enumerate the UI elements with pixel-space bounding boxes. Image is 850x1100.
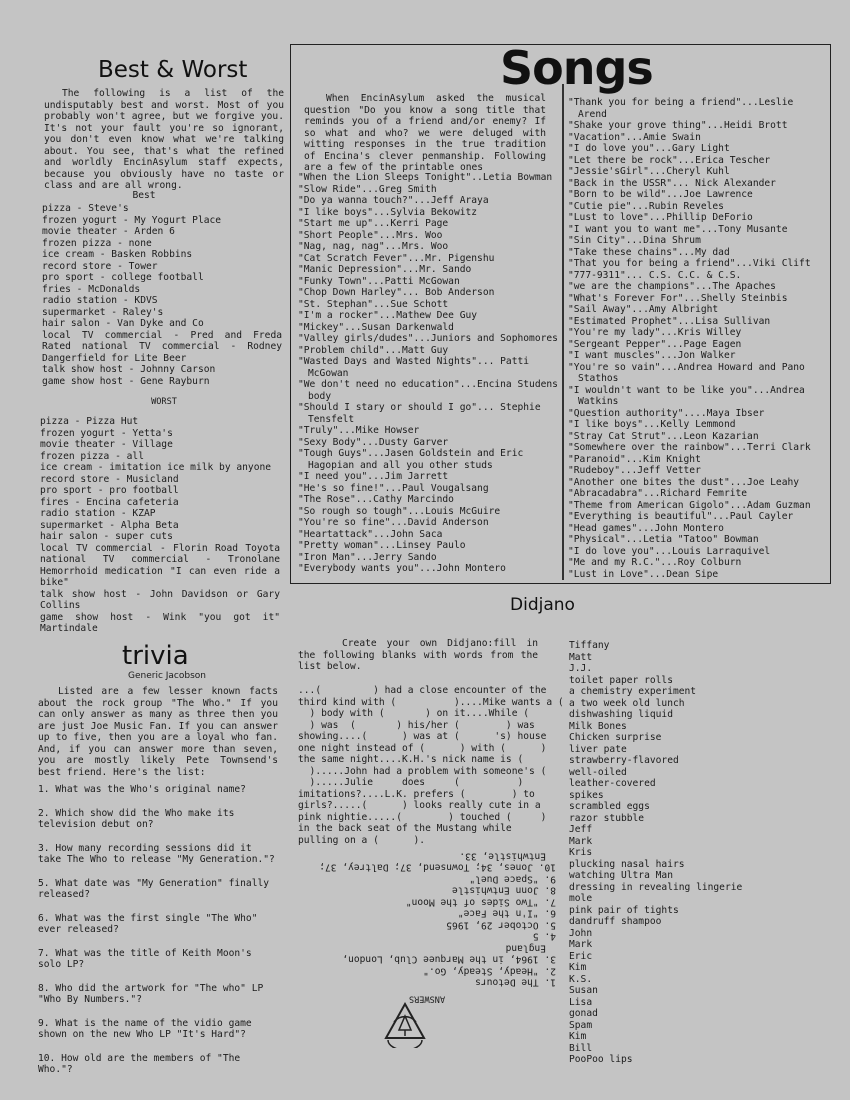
song-entry: "Abracadabra"...Richard Femrite (568, 488, 748, 499)
best-item: radio station - KDVS (42, 295, 158, 306)
best-item: frozen pizza - none (42, 237, 152, 249)
didjano-word: Milk Bones (569, 720, 627, 732)
didjano-word: Susan (569, 985, 598, 996)
song-entry: "Shake your grove thing"...Heidi Brott (568, 120, 788, 131)
song-entry: "You're my lady"...Kris Willey (568, 327, 742, 338)
didjano-story-line: ) was ( ) his/her ( ) was (298, 719, 535, 731)
trivia-answer: 3. 1964, in the Marquee Club, London, England (342, 942, 556, 965)
song-entry: "Rudeboy"...Jeff Vetter (568, 465, 701, 476)
song-entry: "I wouldn't want to be like you"...Andrea Watkins (568, 384, 805, 407)
songs-title: Songs (500, 41, 653, 95)
didjano-story-line: ...( ) had a close encounter of the (298, 685, 547, 696)
trivia-question: 7. What was the title of Keith Moon's solo LP? (38, 947, 252, 970)
song-entry: "We don't need no education"...Encina Studens body (298, 379, 558, 402)
best-item: supermarket - Raley's (42, 306, 164, 318)
song-entry: "Theme from American Gigolo"...Adam Guzman (568, 499, 811, 511)
didjano-word: Lisa (569, 996, 593, 1008)
didjano-story-line: third kind with ( )....Mike wants a ( (298, 696, 564, 708)
song-entry: "Manic Depression"...Mr. Sando (298, 264, 472, 275)
didjano-word: J.J. (569, 663, 593, 674)
didjano-word: a chemistry experiment (569, 686, 697, 697)
didjano-story-line: girls?.....( ) looks really cute in a (298, 800, 541, 811)
song-entry: "Physical"...Letia "Tatoo" Bowman (568, 534, 759, 545)
worst-item: pro sport - pro football (40, 485, 179, 496)
song-entry: "Cutie pie"...Rubin Reveles (568, 200, 724, 212)
trivia-question: 3. How many recording sessions did it take The Who to release "My Generation."? (38, 842, 275, 865)
didjano-story-line: imitations?....L.K. prefers ( ) to (298, 788, 535, 800)
didjano-word: Eric (569, 950, 593, 962)
song-entry: "Everything is beautiful"...Paul Cayler (568, 511, 794, 522)
didjano-word: pink pair of tights (569, 904, 679, 916)
worst-item: frozen pizza - all (40, 450, 144, 462)
song-entry: "Slow Ride"...Greg Smith (298, 183, 437, 195)
best-item: fries - McDonalds (42, 283, 141, 295)
song-entry: "Paranoid"...Kim Knight (568, 453, 701, 465)
song-entry: "He's so fine!"...Paul Vougalsang (298, 482, 489, 494)
song-entry: "What's Forever For"...Shelly Steinbis (568, 292, 788, 304)
best-item: talk show host - Johnny Carson (42, 364, 216, 375)
didjano-word: liver pate (569, 743, 627, 755)
didjano-word: razor stubble (569, 812, 645, 824)
trivia-questions (38, 784, 278, 1088)
song-entry: "Cat Scratch Fever"...Mr. Pigenshu (298, 252, 495, 264)
didjano-word: Matt (569, 651, 593, 663)
song-entry: "I do love you"...Louis Larraquivel (568, 545, 771, 557)
didjano-word: Spam (569, 1019, 593, 1031)
trivia-question: 2. Which show did the Who make its television debut on? (38, 807, 235, 830)
didjano-word: mole (569, 893, 593, 904)
best-item: ice cream - Basken Robbins (42, 249, 193, 260)
worst-item: fires - Encina cafeteria (40, 496, 179, 508)
trivia-question: 6. What was the first single "The Who" ever released? (38, 912, 258, 935)
didjano-word: K.S. (569, 973, 593, 985)
song-entry: "Pretty woman"...Linsey Paulo (298, 540, 466, 551)
worst-item: record store - Musicland (40, 473, 179, 485)
best-item: pizza - Steve's (42, 203, 129, 214)
song-entry: "I'm a rocker"...Mathew Dee Guy (298, 310, 478, 321)
trivia-question: 1. What was the Who's original name? (38, 784, 246, 795)
song-entry: "Chop Down Harley"... Bob Anderson (298, 287, 495, 298)
best-label: Best (132, 190, 156, 201)
song-entry: "Problem child"...Matt Guy (298, 344, 449, 356)
worst-item: hair salon - super cuts (40, 531, 173, 542)
worst-item: talk show host - John Davidson or Gary Collins (40, 588, 280, 611)
song-entry: "Truly"...Mike Howser (298, 425, 420, 436)
didjano-word: dishwashing liquid (569, 709, 673, 720)
trivia-answer: 10. Jones, 34; Townsend, 37; Daltrey, 37; Entwhistle, 33. (319, 850, 556, 873)
worst-item: supermarket - Alpha Beta (40, 519, 179, 531)
didjano-story-line: pulling on a ( ). (298, 834, 426, 846)
didjano-word: Kim (569, 962, 587, 973)
trivia-answer: 2. "Heady, Steady, Go." (423, 965, 556, 977)
song-entry: "Valley girls/dudes"...Juniors and Sophomores (298, 333, 558, 344)
trivia-answer: 4. 5 (532, 931, 556, 942)
song-entry: "Lust to love"...Phillip DeForio (568, 212, 753, 223)
didjano-story-line: ).....John had a problem with someone's ( (298, 765, 547, 777)
didjano-title: Didjano (510, 595, 575, 615)
trivia-question: 5. What date was "My Generation" finally released? (38, 877, 270, 900)
song-entry: "Do ya wanna touch?"...Jeff Araya (298, 195, 489, 206)
song-entry: "Short People"...Mrs. Woo (298, 229, 443, 241)
song-entry: "Wasted Days and Wasted Nights"... Patti McGowan (298, 356, 530, 379)
song-entry: "I like boys"...Kelly Lemmond (568, 419, 736, 430)
songs-left-list (298, 172, 558, 575)
trivia-answer: 1. The Detours (475, 977, 556, 988)
best-item: game show host - Gene Rayburn (42, 375, 210, 387)
song-entry: "Born to be wild"...Joe Lawrence (568, 189, 753, 200)
worst-item: pizza - Pizza Hut (40, 416, 139, 427)
trivia-question: 10. How old are the members of "The Who."? (38, 1052, 241, 1075)
didjano-word-list (569, 640, 789, 1066)
didjano-word: Mark (569, 939, 593, 950)
trivia-answer: 5. October 29, 1965 (446, 919, 556, 931)
best-item: record store - Tower (42, 260, 158, 272)
song-entry: "Back in the USSR"... Nick Alexander (568, 177, 776, 189)
song-entry: "Everybody wants you"...John Montero (298, 563, 506, 574)
song-entry: "Sin City"...Dina Shrum (568, 235, 701, 246)
best-item: frozen yogurt - My Yogurt Place (42, 214, 222, 226)
song-entry: "777-9311"... C.S. C.C. & C.S. (568, 269, 742, 281)
trivia-question: 9. What is the name of the vidio game shown on the new Who LP "It's Hard"? (38, 1017, 252, 1040)
worst-label: WORST (151, 397, 177, 407)
trivia-answer: 8. Jonn Entwhistle (452, 885, 556, 896)
song-entry: "Start me up"...Kerri Page (298, 218, 449, 229)
song-entry: "So rough so tough"...Louis McGuire (298, 505, 501, 517)
trivia-title: trivia (122, 641, 189, 671)
trivia-answer: 9. "Space Duel" (469, 873, 556, 885)
didjano-word: Mark (569, 835, 593, 847)
didjano-story-line: in the back seat of the Mustang while (298, 823, 512, 834)
didjano-word: Bill (569, 1042, 593, 1054)
songs-right-list (568, 97, 826, 580)
song-entry: "Me and my R.C."...Roy Colburn (568, 557, 742, 568)
song-entry: "Somewhere over the rainbow"...Terri Clark (568, 442, 811, 453)
didjano-word: Chicken surprise (569, 732, 662, 743)
worst-item: local TV commercial - Florin Road Toyota national TV commercial - Tronolane Hemorrhoid medication "I can even ride a bike" (40, 542, 280, 588)
didjano-word: Tiffany (569, 640, 610, 651)
song-entry: "Estimated Prophet"...Lisa Sullivan (568, 315, 771, 327)
song-entry: "Funky Town"...Patti McGowan (298, 275, 460, 287)
song-entry: "Mickey"...Susan Darkenwald (298, 321, 454, 333)
song-entry: "I need you"...Jim Jarrett (298, 471, 449, 482)
didjano-word: Kris (569, 847, 593, 858)
song-entry: "Heartattack"...John Saca (298, 528, 443, 540)
didjano-word: Jeff (569, 824, 593, 835)
didjano-word: scrambled eggs (569, 801, 650, 812)
best-worst-title: Best & Worst (98, 57, 248, 83)
answers-list (298, 850, 556, 988)
didjano-word: PooPoo lips (569, 1054, 633, 1065)
song-entry: "Thank you for being a friend"...Leslie Arend (568, 97, 794, 120)
best-item: movie theater - Arden 6 (42, 226, 175, 237)
didjano-word: well-oiled (569, 766, 627, 778)
didjano-story (298, 685, 564, 846)
trivia-question: 8. Who did the artwork for "The who" LP "Who By Numbers."? (38, 982, 264, 1005)
worst-item: game show host - Wink "you got it" Martindale (40, 611, 280, 634)
didjano-word: spikes (569, 789, 604, 801)
trivia-byline: Generic Jacobson (128, 671, 206, 681)
worst-item: ice cream - imitation ice milk by anyone (40, 462, 272, 473)
didjano-intro: Create your own Didjano:fill in the following blanks with words from the list below. (298, 638, 538, 672)
song-entry: "I want muscles"...Jon Walker (568, 350, 736, 361)
didjano-word: John (569, 927, 593, 939)
best-item: local TV commercial - Pred and Freda Rated national TV commercial - Rodney Dangerfield for Lite Beer (42, 329, 282, 364)
trivia-intro: Listed are a few lesser known facts about the rock group "The Who." If you can only answer as many as three then you are just Joe Music Fan. If you can answer up to five, then you are a loyal who fan. And, if you can answer more than seven, you are mostly likely Pete Townsend's best friend. Here's the list: (38, 686, 278, 778)
song-entry: "Vacation"...Amie Swain (568, 131, 701, 143)
song-entry: "Another one bites the dust"...Joe Leahy (568, 476, 800, 488)
song-entry: "we are the champions"...The Apaches (568, 281, 776, 292)
worst-item: frozen yogurt - Yetta's (40, 427, 173, 439)
song-entry: "Should I stary or should I go"... Stephie Tensfelt (298, 402, 541, 425)
song-entry: "Take these chains"...My dad (568, 246, 730, 258)
song-entry: "Question authority"....Maya Ibser (568, 407, 765, 419)
song-entry: "Sexy Body"...Dusty Garver (298, 436, 449, 448)
best-item: hair salon - Van Dyke and Co (42, 318, 204, 329)
song-entry: "You're so vain"...Andrea Howard and Pano Stathos (568, 361, 805, 384)
song-entry: "Head games"...John Montero (568, 522, 724, 534)
song-entry: "That you for being a friend"...Viki Clift (568, 258, 811, 269)
worst-item: movie theater - Village (40, 439, 173, 450)
best-worst-intro: The following is a list of the undisputably best and worst. Most of you probably won't agree, but we forgive you. It's not your fault you're so ignorant, you don't even know what we're talking about. You see, that's what the refined and worldly EncinAsylum staff expects, because you obviously have no taste or class and are all wrong. (44, 88, 284, 191)
best-item: pro sport - college football (42, 272, 204, 283)
song-entry: "You're so fine"...David Anderson (298, 517, 489, 528)
song-entry: "Iron Man"...Jerry Sando (298, 551, 437, 563)
didjano-story-line: showing....( ) was at ( 's) house (298, 731, 547, 742)
trivia-answer: 7. "Two Sides of the Moon" (405, 896, 556, 908)
didjano-word: dressing in revealing lingerie (569, 881, 743, 893)
didjano-word: gonad (569, 1008, 598, 1019)
didjano-word: strawberry-flavored (569, 755, 679, 766)
didjano-story-line: the same night....K.H.'s nick name is ( (298, 754, 524, 765)
song-entry: "St. Stephan"...Sue Schott (298, 298, 449, 310)
best-list (42, 203, 282, 387)
song-entry: "I want you to want me"...Tony Musante (568, 223, 788, 235)
trivia-answer: 6. "I'n the Face" (457, 908, 556, 919)
answers-label: ANSWERS (408, 993, 446, 1004)
song-entry: "Sail Away"...Amy Albright (568, 304, 719, 315)
song-entry: "When the Lion Sleeps Tonight"..Letia Bowman (298, 172, 553, 183)
song-entry: "Lust in Love"...Dean Sipe (568, 568, 719, 580)
didjano-story-line: pink nightie.....( ) touched ( ) (298, 811, 547, 823)
trivia-answers (298, 850, 556, 1004)
recycle-logo-icon (380, 1000, 430, 1048)
song-entry: "Stray Cat Strut"...Leon Kazarian (568, 430, 759, 442)
song-entry: "I like boys"...Sylvia Bekowitz (298, 206, 478, 218)
song-entry: "I do love you"...Gary Light (568, 143, 730, 154)
song-entry: "Nag, nag, nag"...Mrs. Woo (298, 241, 449, 252)
song-entry: "Sergeant Pepper"...Page Eagen (568, 338, 742, 350)
didjano-word: plucking nasal hairs (569, 858, 685, 870)
didjano-story-line: ).....Julie does ( ) (298, 777, 524, 788)
didjano-word: leather-covered (569, 778, 656, 789)
song-entry: "Jessie'sGirl"...Cheryl Kuhl (568, 166, 730, 177)
didjano-word: dandruff shampoo (569, 916, 662, 927)
didjano-word: Kim (569, 1031, 587, 1042)
songs-intro: When EncinAsylum asked the musical question "Do you know a song title that reminds you of a friend and/or enemy? If so what and who? we were deluged with witting responses in the true tradition of Encina's clever penmanship. Following are a few of the printable ones (304, 93, 546, 173)
didjano-word: watching Ultra Man (569, 870, 673, 881)
didjano-word: toilet paper rolls (569, 674, 673, 686)
song-entry: "Let there be rock"...Erica Tescher (568, 154, 771, 166)
didjano-story-line: ) body with ( ) on it....While ( (298, 708, 530, 719)
songs-column-divider (562, 84, 564, 580)
didjano-story-line: one night instead of ( ) with ( ) (298, 742, 547, 754)
didjano-word: a two week old lunch (569, 697, 685, 709)
song-entry: "Tough Guys"...Jasen Goldstein and Eric Hagopian and all you other studs (298, 448, 524, 471)
song-entry: "The Rose"...Cathy Marcindo (298, 494, 454, 505)
worst-item: radio station - KZAP (40, 508, 156, 519)
worst-list (40, 416, 280, 635)
